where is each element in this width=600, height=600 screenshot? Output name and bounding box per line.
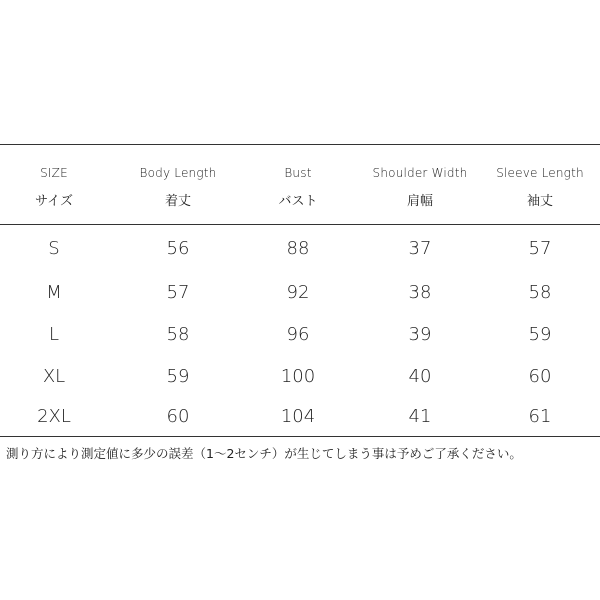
table-cell-body-length: 58 xyxy=(166,324,190,345)
bottom-divider xyxy=(0,436,600,437)
header-size-ja: サイズ xyxy=(35,194,73,209)
table-cell-size: XL xyxy=(42,366,66,387)
table-cell-size: 2XL xyxy=(37,406,71,427)
table-cell-body-length: 60 xyxy=(166,406,190,427)
table-cell-body-length: 56 xyxy=(166,238,190,259)
header-bust-en: Bust xyxy=(284,166,312,180)
measurement-note: 測り方により測定値に多少の誤差（1〜2センチ）が生じてしまう事は予めご了承ください。 xyxy=(6,446,522,461)
table-cell-bust: 104 xyxy=(280,406,316,427)
table-cell-body-length: 57 xyxy=(166,282,190,303)
header-bust-ja: バスト xyxy=(278,194,318,209)
table-cell-shoulder-width: 39 xyxy=(408,324,432,345)
table-cell-body-length: 59 xyxy=(166,366,190,387)
header-body-length-en: Body Length xyxy=(139,166,217,180)
header-sleeve-length-ja: 袖丈 xyxy=(526,194,553,209)
table-cell-bust: 88 xyxy=(286,238,310,259)
table-cell-sleeve-length: 61 xyxy=(528,406,552,427)
table-cell-shoulder-width: 41 xyxy=(408,406,432,427)
table-cell-shoulder-width: 40 xyxy=(408,366,432,387)
header-size-en: SIZE xyxy=(40,166,68,180)
header-shoulder-width-en: Shoulder Width xyxy=(372,166,468,180)
table-cell-sleeve-length: 60 xyxy=(528,366,552,387)
top-divider xyxy=(0,144,600,145)
table-cell-shoulder-width: 37 xyxy=(408,238,432,259)
table-cell-bust: 96 xyxy=(286,324,310,345)
header-shoulder-width-ja: 肩幅 xyxy=(406,194,433,209)
table-cell-sleeve-length: 58 xyxy=(528,282,552,303)
table-cell-bust: 92 xyxy=(286,282,310,303)
header-sleeve-length-en: Sleeve Length xyxy=(496,166,584,180)
header-body-length-ja: 着丈 xyxy=(164,194,191,209)
table-cell-shoulder-width: 38 xyxy=(408,282,432,303)
table-cell-size: L xyxy=(48,324,60,345)
table-cell-bust: 100 xyxy=(280,366,316,387)
table-cell-size: S xyxy=(48,238,60,259)
table-cell-size: M xyxy=(46,282,62,303)
header-divider xyxy=(0,224,600,225)
table-cell-sleeve-length: 57 xyxy=(528,238,552,259)
table-cell-sleeve-length: 59 xyxy=(528,324,552,345)
